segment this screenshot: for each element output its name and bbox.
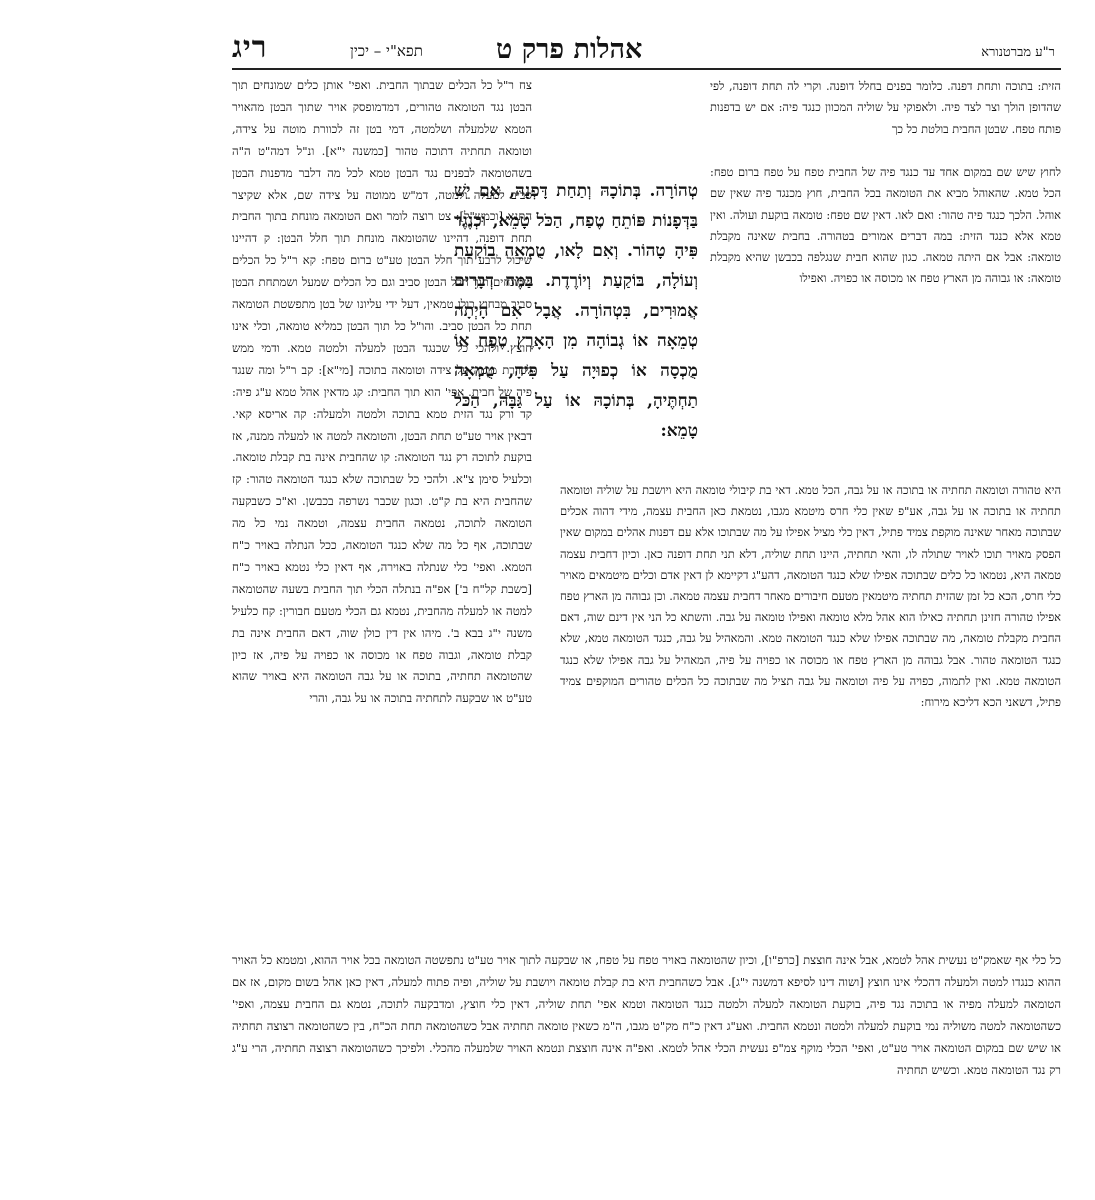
bartenura-commentary-under (560, 480, 1061, 713)
running-header-author: ר"ע מברטנורא (981, 45, 1055, 60)
header-rule (232, 68, 1061, 70)
bottom-paragraph: כל כלי אף שאמק"ט נעשית אהל לטמא, אבל אינה חוצצת [כרפ"ו], וכיון שהטומאה באויר טפח על טפח, או שבקעה לתוך אויר טע"ט נתפשטה הטומאה בכל אויר ההוא, ומטמא כל האויר ההוא כנגדו למטה ולמעלה דהכלי אינו חוצץ [ושוה דינו לסיפא דמשנה י"ג]. אבל כשהחבית היא בת קבלת טומאה ויושבת על שוליה, ופיה פתוח למעלה, דאין כאן אהל בשום מקום, אז אם הטומאה למעלה מפיה או בתוכה נגד פיה, בוקעת הטומאה למעלה ולמטה כנגד הטומאה וטמא אפי' תחת שוליה, דאין כלי חוצץ, ומדבקעה לתוכה, נטמא גם החבית עצמה, ואפי' כשהטומאה למטה משוליה נמי בוקעת למעלה ולמטה ונטמא החבית. ואע"ג דאין כ"ח מק"ט מגבו, ה"מ כשאין טומאה תחתיה אבל כשהטומאה תחת הכ"ח, בין כשהטומאה רצוצה תחתיה או שיש שם במקום הטומאה אויר טע"ט, ואפי' הכלי מוקף צמ"פ נעשית הכלי אהל לטמא. ואפ"ה אינה חוצצת ונטמא האויר שלמעלה מהכלי. ולפיכך כשהטומאה רצוצה תחתיה, הרי ע"ג רק נגד הטומאה טמא. וכשיש תחתיה (232, 953, 1061, 1077)
yachin-paragraph: צח ר"ל כל הכלים שבתוך החבית. ואפי' אותן כלים שמונחים תוך הבטן נגד הטומאה טהורים, דמדמופסק אויר שתוך הבטן מהאויר הטמא שלמעלה ושלמטה, דמי בטן זה לכוורת מוטה על צידה, וטומאה תחתיה דתוכה טהור [כמשנה י"א]. ונ"ל דמה"ט ה"ה בשהטומאה לבפנים נגד הבטן טמא לכל מה דלבר מדפנות הבטן סביב למעלה ולמטה, דמ"ש ממוטה על צידה שם, אלא שקיצר התנא [וכמש"ל]: צט רוצה לומר ואם הטומאה מונחת בתוך החבית תחת דופנה, דהיינו שהטומאה מונחת תוך חלל הבטן: ק דהיינו שיכול לרבע תוך חלל הבטן טע"ט ברום טפח: קא ר"ל כל הכלים שמונחים תוך חלל הבטן סביב וגם כל הכלים שמעל ושמתחת הבטן סביב מבחוץ כולן טמאין, דעל ידי עליונו של בטן מתפשטת הטומאה תחת כל הבטן סביב. והו"ל כל תוך הבטן כמליא טומאה, וכלי אינו חוצץ. ולהכי כל שכנגד הבטן למעלה ולמטה טמא. ודמי ממש לכוורת מוטה על צידה וטומאה בתוכה [מי"א]: קב ר"ל ומה שנגד פיה של חבית. אפי' הוא תוך החבית: קג מדאין אהל טמא ע"ג פיה: קד ורק נגד הזית טמא בתוכה ולמטה ולמעלה: קה אריסא קאי. דבאין אויר טע"ט תחת הבטן, והטומאה למטה או למעלה ממנה, אז בוקעת לתוכה רק נגד הטומאה: קו שהחבית אינה בת קבלת טומאה. וכלעיל סימן צ"א. ולהכי כל שבתוכה שלא כנגד הטומאה טהור: קז שהחבית היא בת ק"ט. וכגון שכבר נשרפה בכבשן. וא"כ כשבקעה הטומאה לתוכה, נטמאה החבית עצמה, וטמאה נמי כל מה שבתוכה, אף כל מה שלא כנגד הטומאה, ככל הנתלה באויר כ"ח הטמא. ואפי' כלי שנתלה באוירה, אף דאין כלי נטמא באויר כ"ח [כשבת קל"ח ב'] אפ"ה בנתלה הכלי תוך החבית בשעה שהטומאה למטה או למעלה מהחבית, נטמא גם הכלי מטעם חבורין: קח כלעיל משנה י"ג בבא ב'. מיהו אין דין כולן שוה, דאם החבית אינה בת קבלת טומאה, וגבוה טפח או מכוסה או כפויה על פיה, אז כיון שהטומאה תחתיה, בתוכה או על גבה הטומאה היא באויר שהוא טע"ט או שבקעה לתחתיה בתוכה או על גבה, והרי (232, 78, 532, 706)
running-header-commentary: תפא"י – יכין (350, 42, 423, 60)
bartenura-commentary-top (710, 76, 1061, 140)
tiferet-yisrael-commentary (232, 75, 532, 710)
page-number: ריג (232, 30, 268, 65)
mishna-paragraph: טְהוֹרָה. בְּתוֹכָהּ וְתַחַת דָּפְנָהּ, אִם יֵשׁ בַּדְּפָנוֹת פּוֹתֵחַ טֶפַח, הַכֹּל טָמֵא, וּכְנֶגֶד פִּיהָ טָהוֹר. וְאִם לָאו, טֻמְאָה בוֹקַעַת וְעוֹלָה, בּוֹקַעַת וְיוֹרֶדֶת. בַּמֶּה דְבָרִים אֲמוּרִים, בִּטְהוֹרָה. אֲבָל אִם הָיְתָה טְמֵאָה אוֹ גְבוֹהָה מִן הָאָרֶץ טֶפַח אוֹ מֻכְסָה אוֹ כְפוּיָה עַל פִּיהָ, טֻמְאָה תַחְתֶּיהָ, בְּתוֹכָהּ אוֹ עַל גַּבָּהּ, הַכֹּל טָמֵא: (454, 181, 698, 441)
bartenura-paragraph-2: לחוץ שיש שם במקום אחד עד כנגד פיה של החבית טפח על טפח ברום טפח: הכל טמא. שהאוהל מביא את הטומאה בכל החבית, חוץ מכנגד פיה שאין שם אוהל. הלכך כנגד פיה טהור: ואם לאו. דאין שם טפח: טומאה בוקעת ועולה. ואין טמא אלא כנגד הזית: במה דברים אמורים בטהורה. בחבית שאינה מקבלת טומאה: אבל אם היתה טמאה. כגון שהוא חבית שנגלפה בכבשן שהיא מקבלת טומאה: או גבוהה מן הארץ טפח או מכוסה או כפויה. ואפילו (710, 165, 1061, 286)
bottom-commentary (232, 949, 1061, 1081)
bartenura-commentary-mid (710, 162, 1061, 290)
page-title: אהלות פרק ט (496, 34, 643, 65)
bartenura-paragraph-3: היא טהורה וטומאה תחתיה או בתוכה או על גבה, הכל טמא. דאי בת קיבולי טומאה היא ויושבת על שוליה וטומאה תחתיה או בתוכה או על גבה, אע"פ שאין כלי חרס מיטמא מגבו, נטמאת כאן החבית עצמה, מידי דהוה אכלים שבתוכה מאחר שאינה מוקפת צמיד פתיל, דאין כלי מציל אפילו על מה שבתוכו אלא עם דפנות אהלים במקום שאין הפסק מאויר תוכו לאויר שתולה לו, והאי תחתיה, היינו תחת שוליה, דלא תני תחת דופנה כאן. וכיון דחבית עצמה טמאה היא, נטמאו כל כלים שבתוכה אפילו שלא כנגד הטומאה, דהע"ג דקיימא לן דאין אדם וכלים מיטמאים מאויר כלי חרס, הכא כל זמן שהזית תחתיה מיטמאין מטעם חיבורים מאחר דחבית עצמה טמאה. וכן גבוהה מן הארץ טפח אפילו טהורה חזינן תחתיה כאילו הוא אהל מלא טומאה ואפילו טומאה על גבה. והשתא כל הני אין דינם שוה, דאם החבית מקבלת טומאה, מה שבתוכה אפילו שלא כנגד הטומאה טמא. והמאהיל על גבה, כנגד הטומאה טמא, שלא כנגד הטומאה טהור. אבל גבוהה מן הארץ טפח או מכוסה או כפויה על פיה, המאהיל על גבה אפילו שלא כנגד הטומאה טמא. ואין לתמוה, כפויה על פיה וטומאה על גבה תציל מה שבתוכה כל הכלים טהורים המוקפים צמיד פתיל, דשאני הכא דליכא מירוח: (560, 483, 1061, 710)
bartenura-paragraph-1: הזית: בתוכה ותחת דפנה. כלומר בפנים בחלל דופנה. וקרי לה תחת דופנה, לפי שהדופן הולך וצר לצד פיה. ולאפוקי על שוליה המכוון כנגד פיה: אם יש בדפנות פותח טפח. שבטן החבית בולטת כל כך (710, 79, 1061, 136)
